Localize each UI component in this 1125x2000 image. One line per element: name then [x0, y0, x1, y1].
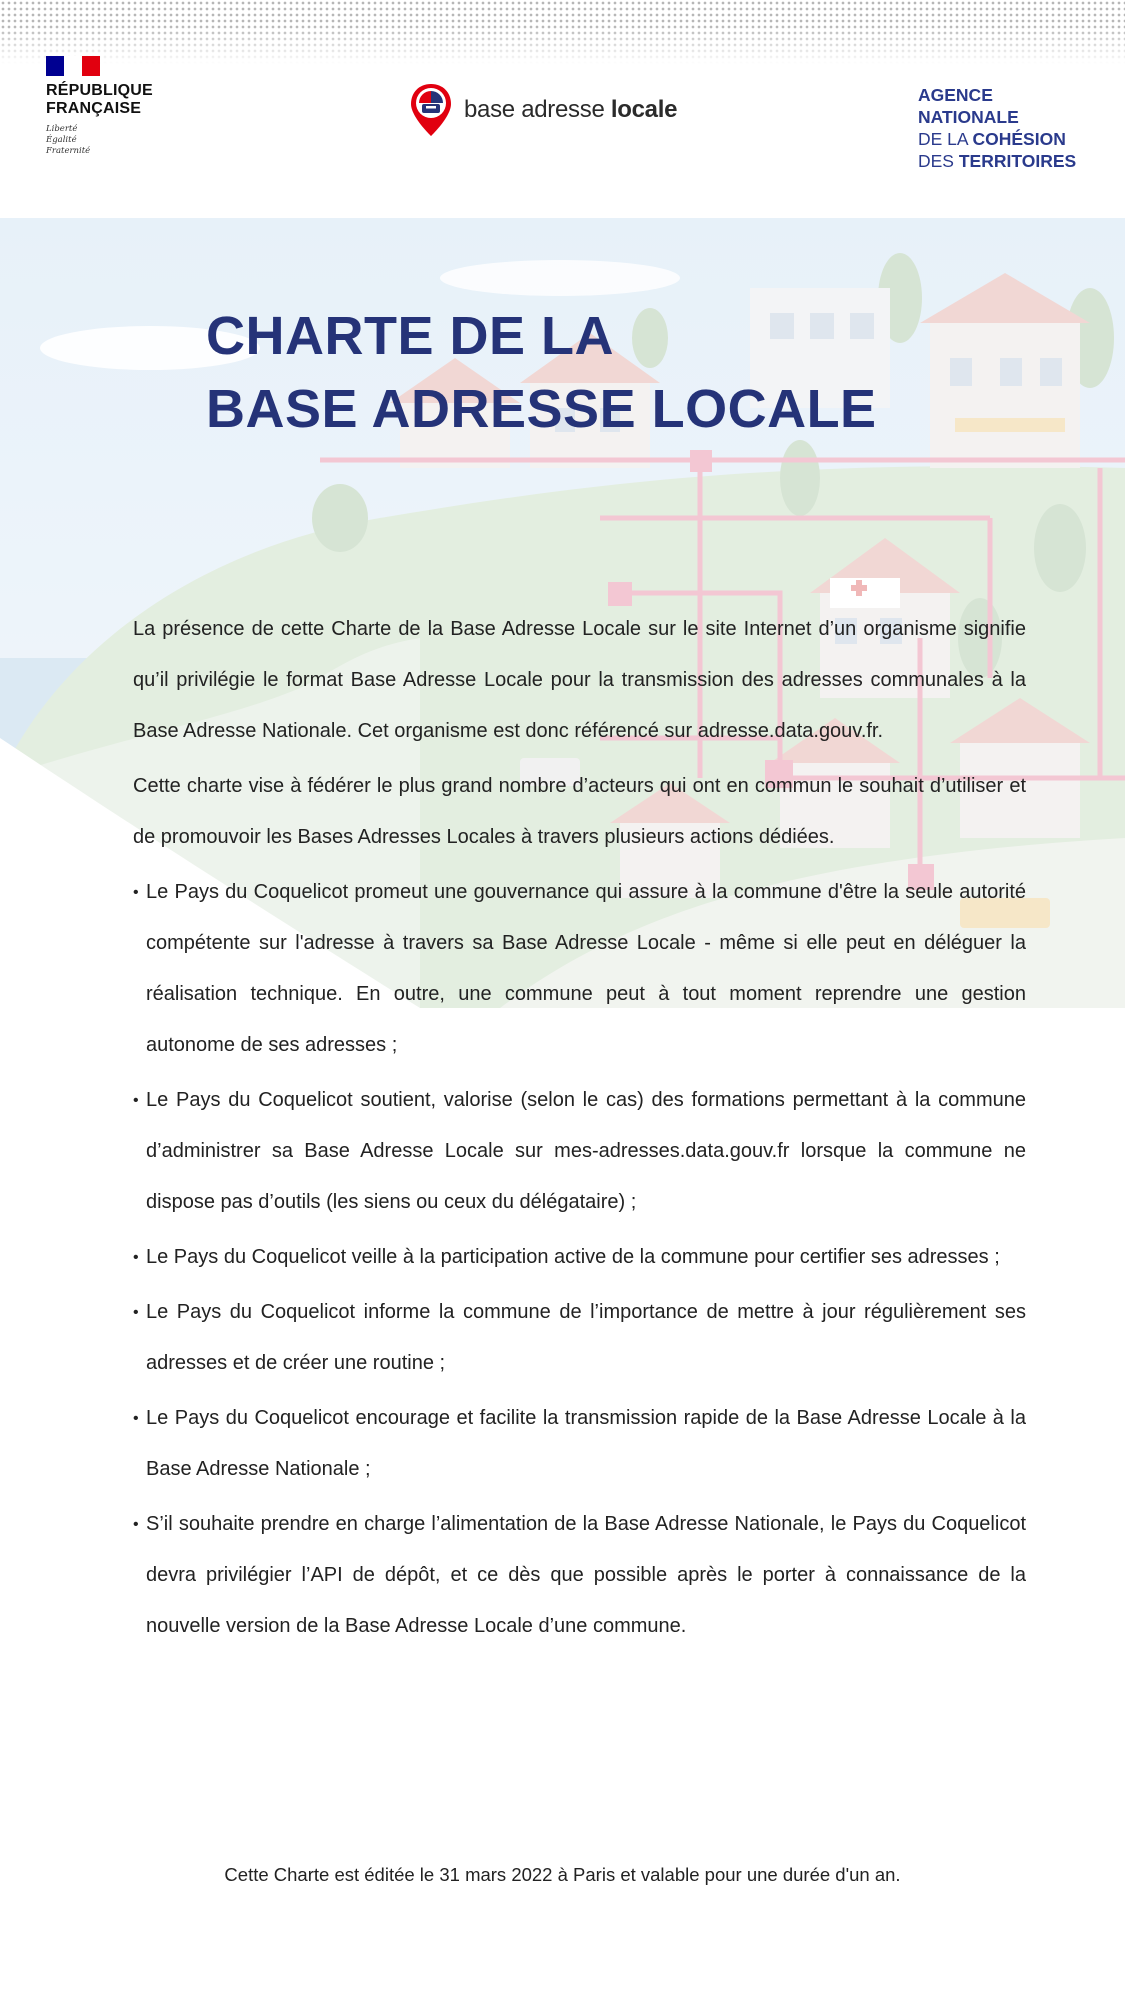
list-item: • Le Pays du Coquelicot soutient, valorise (selon le cas) des formations permettant à la commune d’administrer sa Base Adresse Locale sur mes-adresses.data.gouv.fr lorsque la commune ne dispose pas d’outils (les siens ou ceux du délégataire) ;: [133, 1075, 1026, 1228]
intro-paragraph: La présence de cette Charte de la Base Adresse Locale sur le site Internet d’un organisme signifie qu’il privilégie le format Base Adresse Locale pour la transmission des adresses communales à la Base Adresse Nationale. Cet organisme est donc référencé sur adresse.data.gouv.fr.: [133, 618, 1026, 742]
map-pin-icon: [408, 82, 454, 138]
anct-logo: AGENCE NATIONALE DE LA COHÉSION DES TERRITOIRES: [918, 85, 1077, 171]
page-title: CHARTE DE LA BASE ADRESSE LOCALE: [206, 306, 877, 439]
base-adresse-locale-logo: [408, 82, 677, 138]
dotted-band-fade: [0, 0, 1125, 64]
bal-logo-text: base adresse locale: [464, 96, 678, 123]
list-item: • Le Pays du Coquelicot promeut une gouvernance qui assure à la commune d'être la seule autorité compétente sur l'adresse à travers sa Base Adresse Locale - même si elle peut en déléguer la réalisation technique. En outre, une commune peut à tout moment reprendre une gestion autonome de ses adresses ;: [133, 867, 1026, 1071]
intro-paragraph: Cette charte vise à fédérer le plus grand nombre d’acteurs qui ont en commun le souhait d’utiliser et de promouvoir les Bases Adresses Locales à travers plusieurs actions dédiées.: [133, 775, 1026, 848]
rf-title: RÉPUBLIQUE FRANÇAISE: [46, 82, 153, 117]
republique-francaise-logo: [46, 56, 206, 157]
footer-note: Cette Charte est éditée le 31 mars 2022 à Paris et valable pour une durée d'un an.: [224, 1864, 901, 1885]
commitments-list: [133, 867, 1026, 1652]
rf-motto: Liberté Égalité Fraternité: [46, 124, 91, 156]
list-item: • S’il souhaite prendre en charge l’alimentation de la Base Adresse Nationale, le Pays du Coquelicot devra privilégier l’API de dépôt, et ce dès que possible après le porter à connaissance de la nouvelle version de la Base Adresse Locale d’une commune.: [133, 1499, 1026, 1652]
charter-body: [133, 604, 1026, 1656]
list-item: • Le Pays du Coquelicot encourage et facilite la transmission rapide de la Base Adresse Locale à la Base Adresse Nationale ;: [133, 1393, 1026, 1495]
french-flag-icon: [46, 56, 100, 76]
list-item: • Le Pays du Coquelicot veille à la participation active de la commune pour certifier ses adresses ;: [133, 1232, 1026, 1283]
list-item: • Le Pays du Coquelicot informe la commune de l’importance de mettre à jour régulièrement ses adresses et de créer une routine ;: [133, 1287, 1026, 1389]
